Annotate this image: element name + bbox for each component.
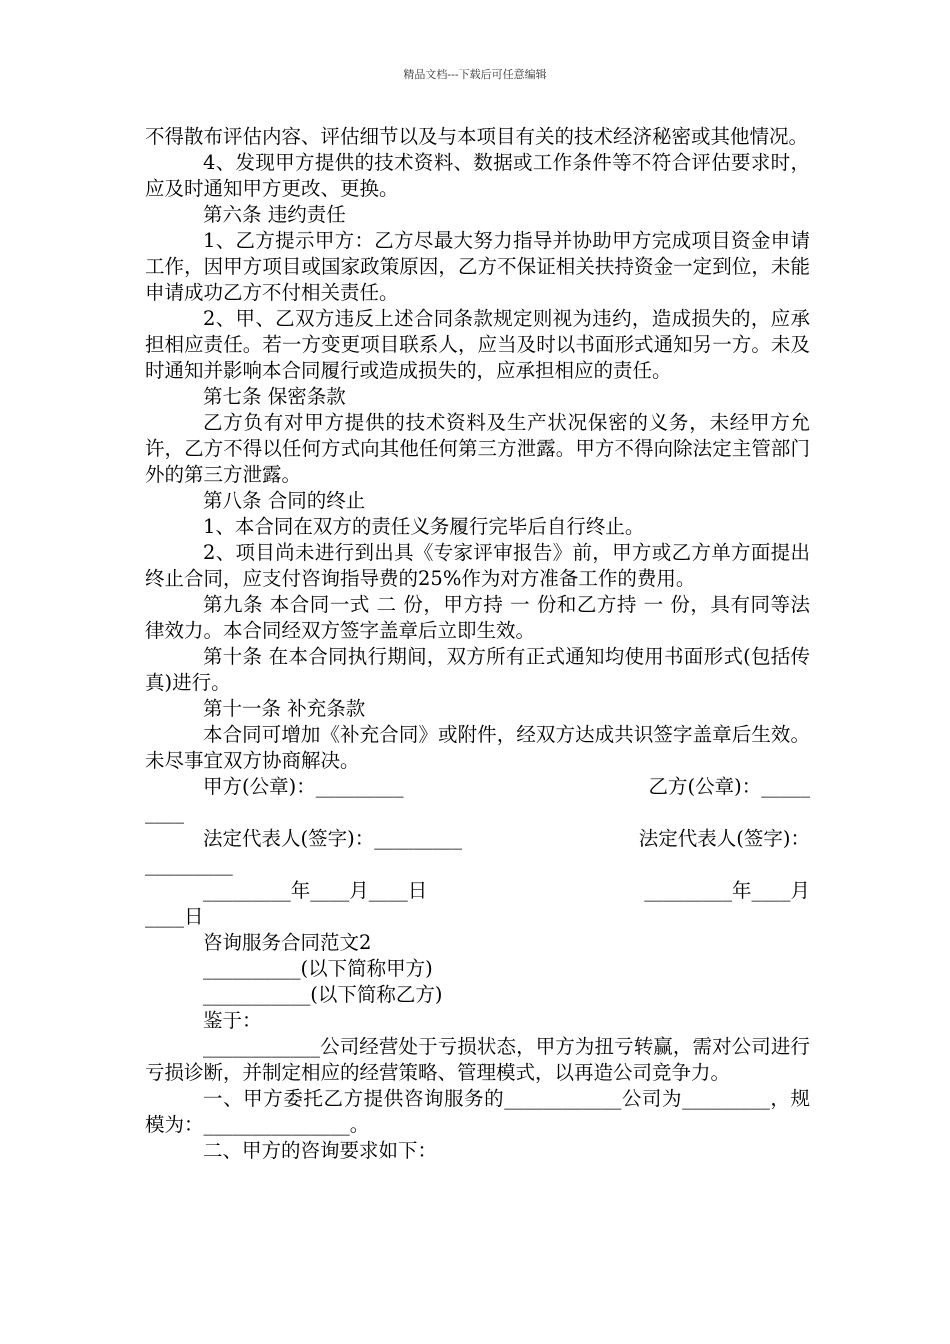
paragraph: ____________公司经营处于亏损状态，甲方为扭亏转赢，需对公司进行亏损诊断，并制定相应的经营策略、管理模式，以再造公司竞争力。 xyxy=(145,1035,810,1084)
party-b-representative: 法定代表人(签字)： xyxy=(638,827,810,850)
party-b-date: _________年____月 xyxy=(644,879,810,902)
signature-row-seal xyxy=(145,774,810,800)
article-title: 第七条 保密条款 xyxy=(203,385,346,408)
paragraph: 1、乙方提示甲方：乙方尽最大努力指导并协助甲方完成项目资金申请工作，因甲方项目或国家政策原因，乙方不保证相关扶持资金一定到位，未能申请成功乙方不付相关责任。 xyxy=(145,229,810,304)
paragraph: 第十条 在本合同执行期间，双方所有正式通知均使用书面形式(包括传真)进行。 xyxy=(145,645,810,694)
signature-row-date xyxy=(145,878,810,904)
party-a-line: __________(以下简称甲方) xyxy=(203,957,433,980)
party-b-seal: 乙方(公章)：_____ xyxy=(648,775,810,798)
paragraph: 二、甲方的咨询要求如下： xyxy=(203,1139,438,1162)
party-b-date-continued: ____日 xyxy=(145,905,204,928)
paragraph: 1、本合同在双方的责任义务履行完毕后自行终止。 xyxy=(203,515,645,538)
whereas-label: 鉴于： xyxy=(203,1009,262,1032)
signature-row-representative xyxy=(145,826,810,852)
paragraph: 2、项目尚未进行到出具《专家评审报告》前，甲方或乙方单方面提出终止合同，应支付咨询指导费的25%作为对方准备工作的费用。 xyxy=(145,541,810,590)
paragraph: 4、发现甲方提供的技术资料、数据或工作条件等不符合评估要求时，应及时通知甲方更改、更换。 xyxy=(145,151,810,200)
party-b-seal-continued: ____ xyxy=(145,801,184,824)
paragraph: 不得散布评估内容、评估细节以及与本项目有关的技术经济秘密或其他情况。 xyxy=(145,125,809,148)
party-a-representative: 法定代表人(签字)：_________ xyxy=(203,827,462,850)
page-header: 精品文档---下载后可任意编辑 xyxy=(403,68,547,81)
section-title: 咨询服务合同范文2 xyxy=(203,931,372,954)
party-b-line: ___________(以下简称乙方) xyxy=(203,983,443,1006)
article-title: 第六条 违约责任 xyxy=(203,203,346,226)
article-title: 第十一条 补充条款 xyxy=(203,697,366,720)
article-title: 第八条 合同的终止 xyxy=(203,489,366,512)
paragraph: 乙方负有对甲方提供的技术资料及生产状况保密的义务，未经甲方允许，乙方不得以任何方式向其他任何第三方泄露。甲方不得向除法定主管部门外的第三方泄露。 xyxy=(145,411,810,486)
paragraph: 一、甲方委托乙方提供咨询服务的____________公司为_________，规模为：_______________。 xyxy=(145,1087,810,1136)
party-a-date: _________年____月____日 xyxy=(203,879,428,902)
paragraph: 第九条 本合同一式 二 份，甲方持 一 份和乙方持 一 份，具有同等法律效力。本合同经双方签字盖章后立即生效。 xyxy=(145,593,810,642)
paragraph: 2、甲、乙双方违反上述合同条款规定则视为违约，造成损失的，应承担相应责任。若一方变更项目联系人，应当及时以书面形式通知另一方。未及时通知并影响本合同履行或造成损失的，应承担相应的责任。 xyxy=(145,307,810,382)
party-a-seal: 甲方(公章)：_________ xyxy=(203,775,404,798)
document-body xyxy=(145,124,810,1164)
party-b-representative-continued: _________ xyxy=(145,853,233,876)
paragraph: 本合同可增加《补充合同》或附件，经双方达成共识签字盖章后生效。未尽事宜双方协商解决。 xyxy=(145,723,810,772)
